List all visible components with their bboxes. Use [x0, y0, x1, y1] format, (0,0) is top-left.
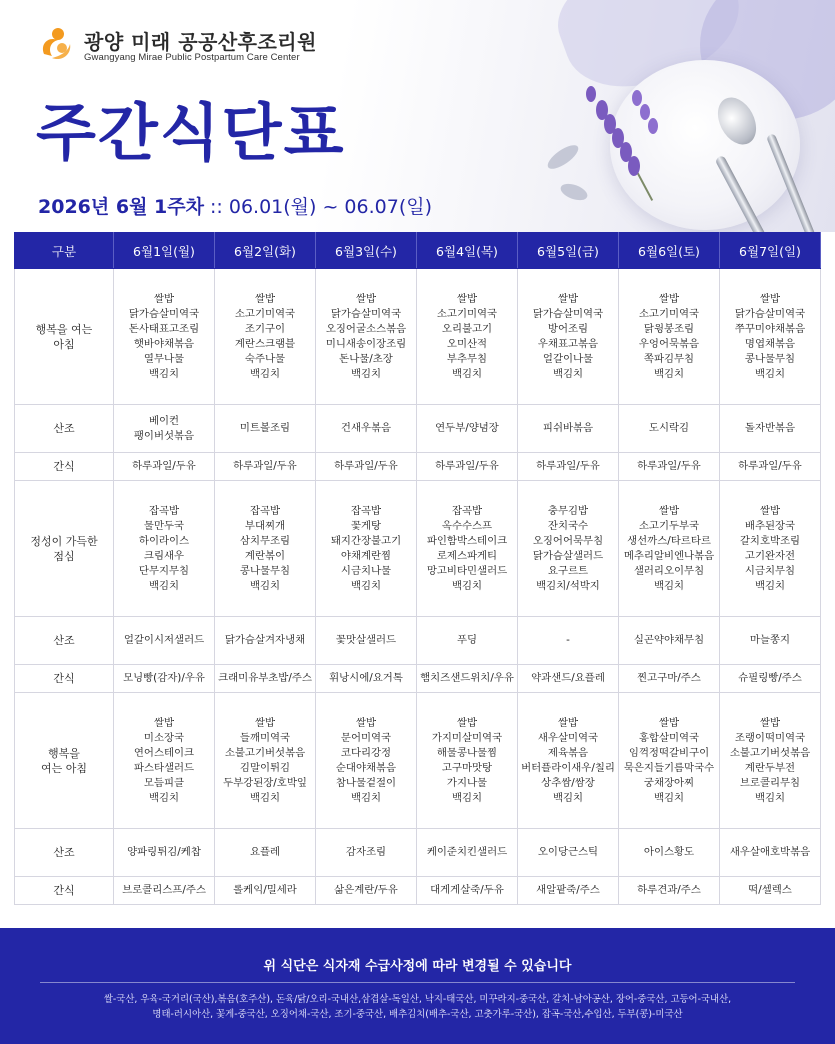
- menu-item: 쌀밥: [254, 292, 276, 305]
- menu-cell: [316, 269, 417, 405]
- menu-item: 두부강된장/호박잎: [223, 776, 307, 789]
- menu-item: 백김치: [350, 579, 382, 592]
- lavender-image: [628, 156, 640, 176]
- meal-label-line: 산조: [53, 846, 75, 859]
- menu-cell: [114, 617, 215, 665]
- menu-cell: [518, 693, 619, 829]
- menu-cell: [316, 405, 417, 453]
- menu-item: 돌자반볶음: [744, 422, 796, 434]
- menu-item: 백김치: [350, 367, 382, 380]
- menu-item: 궁채장아찌: [643, 776, 695, 789]
- menu-cell: [215, 481, 316, 617]
- menu-cell: [215, 405, 316, 453]
- menu-item: 순대야채볶음: [335, 761, 397, 774]
- menu-item: 백김치: [754, 367, 786, 380]
- menu-item: 고기완자전: [744, 549, 796, 562]
- lavender-image: [640, 104, 650, 120]
- menu-item: 김말이튀김: [239, 761, 291, 774]
- menu-item: 모듬피클: [143, 776, 185, 789]
- menu-item: 백김치: [552, 791, 584, 804]
- menu-item: 충무김밥: [547, 504, 589, 517]
- menu-item: 부대찌개: [244, 519, 286, 532]
- menu-item: 배추된장국: [744, 519, 796, 532]
- menu-item: 제육볶음: [547, 746, 589, 759]
- menu-cell: [619, 453, 720, 481]
- menu-cell: [316, 665, 417, 693]
- menu-cell: [417, 829, 518, 877]
- menu-cell: [114, 693, 215, 829]
- menu-item: 백김치: [148, 791, 180, 804]
- menu-item: 소고기미역국: [436, 307, 498, 320]
- menu-item: 옥수수스프: [441, 519, 493, 532]
- menu-item: 돈사태표고조림: [128, 322, 200, 335]
- menu-cell: [720, 693, 821, 829]
- menu-item: 샐러리오이무침: [633, 564, 705, 577]
- menu-item: 꽃맛살샐러드: [335, 634, 397, 646]
- menu-item: 백김치: [350, 791, 382, 804]
- menu-item: 시금치나물: [340, 564, 392, 577]
- menu-item: 하루견과/주스: [637, 884, 701, 896]
- meal-label: [15, 481, 114, 617]
- menu-item: 야채계란찜: [340, 549, 392, 562]
- menu-item: 모닝빵(감자)/우유: [123, 672, 205, 684]
- menu-cell: [518, 481, 619, 617]
- menu-item: 하루과일/두유: [637, 460, 701, 472]
- menu-cell: [619, 829, 720, 877]
- menu-item: 휘낭시에/요거톡: [329, 672, 403, 684]
- menu-item: 얼갈이나물: [542, 352, 594, 365]
- menu-item: 백김치: [249, 579, 281, 592]
- menu-item: 백김치: [653, 367, 685, 380]
- menu-cell: [114, 405, 215, 453]
- menu-item: 크래미유부초밥/주스: [218, 672, 312, 684]
- menu-item: 쌀밥: [153, 716, 175, 729]
- meal-label: [15, 405, 114, 453]
- menu-item: 쌀밥: [759, 716, 781, 729]
- menu-item: 닭가슴살겨자냉채: [224, 634, 306, 646]
- menu-cell: [518, 453, 619, 481]
- menu-item: 명엽채볶음: [744, 337, 796, 350]
- meal-label-line: 행복을: [48, 746, 80, 760]
- meal-label: [15, 829, 114, 877]
- menu-item: 백김치: [148, 367, 180, 380]
- menu-item: 감자조림: [345, 846, 387, 858]
- menu-item: 도시락김: [648, 422, 690, 434]
- lavender-image: [648, 118, 658, 134]
- menu-item: 버터플라이새우/칠리: [521, 761, 615, 774]
- menu-item: 연두부/양념장: [435, 422, 499, 434]
- menu-item: 갈치호박조림: [739, 534, 801, 547]
- menu-item: 요구르트: [547, 564, 589, 577]
- day-header: 6월6일(토): [619, 233, 720, 269]
- meal-label-line: 점심: [53, 549, 75, 563]
- menu-item: 새우살애호박볶음: [729, 846, 811, 858]
- meal-label-line: 아침: [53, 337, 75, 351]
- table-row: [15, 405, 821, 453]
- menu-item: 쌀밥: [456, 292, 478, 305]
- menu-table: [14, 232, 821, 905]
- menu-item: 아이스황도: [643, 846, 695, 858]
- menu-item: 피쉬바볶음: [542, 422, 594, 434]
- menu-item: 백김치: [249, 367, 281, 380]
- menu-item: 햄치즈샌드위치/우유: [420, 672, 514, 684]
- menu-item: 가지미살미역국: [431, 731, 503, 744]
- logo-icon: [36, 24, 78, 66]
- menu-item: 오리불고기: [441, 322, 493, 335]
- menu-cell: [215, 665, 316, 693]
- meal-label-line: 간식: [53, 884, 75, 897]
- menu-cell: [114, 481, 215, 617]
- meal-label: [15, 269, 114, 405]
- menu-cell: [720, 481, 821, 617]
- menu-item: 쌀밥: [658, 716, 680, 729]
- menu-item: 건새우볶음: [340, 422, 392, 434]
- menu-cell: [720, 405, 821, 453]
- menu-cell: [215, 617, 316, 665]
- lavender-image: [586, 86, 596, 102]
- menu-item: 미니새송이장조림: [325, 337, 407, 350]
- leaf-image: [544, 141, 582, 173]
- menu-item: 쌀밥: [355, 292, 377, 305]
- table-row: [15, 665, 821, 693]
- menu-item: 상추쌈/쌈장: [541, 776, 595, 789]
- menu-cell: [215, 453, 316, 481]
- menu-item: 백김치: [754, 791, 786, 804]
- meal-label-line: 여는 아침: [40, 761, 87, 775]
- menu-item: 닭가슴살미역국: [532, 307, 604, 320]
- menu-item: 케이준치킨샐러드: [426, 846, 508, 858]
- menu-cell: [619, 405, 720, 453]
- menu-cell: [215, 829, 316, 877]
- menu-item: 백김치: [451, 791, 483, 804]
- menu-item: 파스타샐러드: [133, 761, 195, 774]
- menu-cell: [720, 829, 821, 877]
- menu-item: 쌀밥: [759, 292, 781, 305]
- menu-cell: [619, 269, 720, 405]
- footer-divider: [40, 982, 795, 983]
- menu-cell: [417, 617, 518, 665]
- menu-cell: [720, 617, 821, 665]
- menu-item: 조랭이떡미역국: [734, 731, 806, 744]
- table-header-row: [15, 233, 821, 269]
- origin-info: [30, 992, 805, 1022]
- menu-item: 오징어굴소스볶음: [325, 322, 407, 335]
- menu-item: 쌀밥: [355, 716, 377, 729]
- menu-item: 가지나물: [446, 776, 488, 789]
- meal-label: [15, 453, 114, 481]
- menu-item: 푸딩: [456, 634, 478, 646]
- menu-item: 소불고기버섯볶음: [224, 746, 306, 759]
- menu-item: 쌀밥: [153, 292, 175, 305]
- menu-item: 잡곡밥: [249, 504, 281, 517]
- table-row: [15, 877, 821, 905]
- menu-item: 문어미역국: [340, 731, 392, 744]
- menu-item: 쌀밥: [658, 504, 680, 517]
- menu-cell: [619, 617, 720, 665]
- menu-item: 참나물겉절이: [335, 776, 397, 789]
- page-title: 주간식단표: [36, 96, 346, 169]
- menu-item: 백김치: [653, 791, 685, 804]
- menu-cell: [114, 453, 215, 481]
- menu-item: 롤케익/밀세라: [233, 884, 297, 896]
- menu-cell: [316, 693, 417, 829]
- leaf-image: [558, 181, 589, 204]
- menu-item: 백김치/석박지: [536, 579, 600, 592]
- menu-item: 계란두부전: [744, 761, 796, 774]
- menu-item: 잡곡밥: [350, 504, 382, 517]
- menu-cell: [720, 269, 821, 405]
- day-header: 6월2일(화): [215, 233, 316, 269]
- table-row: [15, 453, 821, 481]
- menu-item: 하루과일/두유: [435, 460, 499, 472]
- menu-item: 닭윙봉조림: [643, 322, 695, 335]
- menu-item: 닭가슴살미역국: [330, 307, 402, 320]
- day-header: 6월7일(일): [720, 233, 821, 269]
- menu-item: 하루과일/두유: [536, 460, 600, 472]
- menu-item: 우엉어묵볶음: [638, 337, 700, 350]
- table-row: [15, 693, 821, 829]
- menu-item: 잔치국수: [547, 519, 589, 532]
- menu-item: 소고기미역국: [638, 307, 700, 320]
- menu-item: 묵은지들기름막국수: [623, 761, 715, 774]
- menu-item: 돼지간장불고기: [330, 534, 402, 547]
- origin-line: 명태-러시아산, 꽃게-중국산, 오징어채-국산, 조기-중국산, 배추김치(배추-국산, 고춧가루-국산), 잡곡-국산,수입산, 두부(콩)-미국산: [152, 1009, 683, 1020]
- menu-cell: [114, 269, 215, 405]
- menu-item: 우채표고볶음: [537, 337, 599, 350]
- origin-line: 쌀-국산, 우육-국거리(국산),볶음(호주산), 돈육/닭/오리-국내산,삼겹살-독일산, 낙지-태국산, 미꾸라지-중국산, 갈치-남아공산, 장어-중국산, 고등어-국내산,: [103, 994, 732, 1005]
- week-range: :: 06.01(월) ~ 06.07(일): [203, 196, 432, 218]
- table-row: [15, 829, 821, 877]
- menu-item: 콩나물무침: [239, 564, 291, 577]
- menu-item: 연어스테이크: [133, 746, 195, 759]
- menu-item: 백김치: [451, 579, 483, 592]
- menu-cell: [417, 453, 518, 481]
- table-row: [15, 481, 821, 617]
- menu-cell: [417, 665, 518, 693]
- menu-item: 닭가슴살샐러드: [532, 549, 604, 562]
- menu-item: 홍합살미역국: [638, 731, 700, 744]
- meal-label-line: 산조: [53, 634, 75, 647]
- menu-item: 쌀밥: [759, 504, 781, 517]
- menu-item: 하이라이스: [138, 534, 190, 547]
- menu-item: 하루과일/두유: [233, 460, 297, 472]
- menu-item: 하루과일/두유: [334, 460, 398, 472]
- meal-label-line: 행복을 여는: [35, 322, 93, 336]
- menu-item: 닭가슴살미역국: [128, 307, 200, 320]
- meal-label-line: 간식: [53, 460, 75, 473]
- menu-item: 잡곡밥: [148, 504, 180, 517]
- menu-item: 방어조림: [547, 322, 589, 335]
- menu-item: 시금치무침: [744, 564, 796, 577]
- menu-item: 소불고기버섯볶음: [729, 746, 811, 759]
- week-label: 2026년 6월 1주차: [38, 196, 204, 218]
- menu-item: 쌀밥: [557, 716, 579, 729]
- table-row: [15, 617, 821, 665]
- header-cell: 구분: [15, 233, 114, 269]
- menu-item: 새우살미역국: [537, 731, 599, 744]
- menu-item: 쪽파김무침: [643, 352, 695, 365]
- menu-cell: [720, 453, 821, 481]
- meal-label-line: 산조: [53, 422, 75, 435]
- menu-item: 떡/셀렉스: [748, 884, 792, 896]
- menu-item: 크림새우: [143, 549, 185, 562]
- menu-cell: [417, 693, 518, 829]
- menu-item: 잡곡밥: [451, 504, 483, 517]
- menu-item: 브로콜리무침: [739, 776, 801, 789]
- menu-cell: [619, 877, 720, 905]
- menu-item: 오징어어묵무침: [532, 534, 604, 547]
- footer-notice: 위 식단은 식자재 수급사정에 따라 변경될 수 있습니다: [263, 959, 572, 974]
- menu-item: 마늘쫑지: [749, 634, 791, 646]
- brand-title: 광양 미래 공공산후조리원: [84, 30, 317, 54]
- menu-item: 브로콜리스프/주스: [122, 884, 206, 896]
- menu-item: 계란볶이: [244, 549, 286, 562]
- day-header: 6월3일(수): [316, 233, 417, 269]
- meal-label-line: 간식: [53, 672, 75, 685]
- day-header: 6월5일(금): [518, 233, 619, 269]
- menu-item: 해물콩나물찜: [436, 746, 498, 759]
- menu-cell: [215, 693, 316, 829]
- menu-item: 조기구이: [244, 322, 286, 335]
- menu-item: 단무지무침: [138, 564, 190, 577]
- menu-item: 약과샌드/요플레: [531, 672, 605, 684]
- menu-item: 백김치: [552, 367, 584, 380]
- menu-item: 팽이버섯볶음: [133, 429, 195, 442]
- menu-item: 물만두국: [143, 519, 185, 532]
- menu-item: 돈나물/초장: [339, 352, 393, 365]
- menu-item: 햇바야채볶음: [133, 337, 195, 350]
- table-row: [15, 269, 821, 405]
- menu-cell: [316, 481, 417, 617]
- menu-item: 미트볼조림: [239, 422, 291, 434]
- menu-item: 하루과일/두유: [132, 460, 196, 472]
- menu-item: 요플레: [249, 846, 281, 858]
- menu-item: 실곤약야채무침: [633, 634, 705, 646]
- menu-item: 삶은계란/두유: [334, 884, 398, 896]
- menu-item: 얼갈이시저샐러드: [123, 634, 205, 646]
- footer: [0, 928, 835, 1044]
- menu-item: 로제스파게티: [436, 549, 498, 562]
- meal-label-line: 정성이 가득한: [30, 534, 98, 548]
- menu-item: 백김치: [754, 579, 786, 592]
- menu-item: 대게게살죽/두유: [430, 884, 504, 896]
- menu-item: 고구마맛탕: [441, 761, 493, 774]
- meal-label: [15, 877, 114, 905]
- week-info: [38, 192, 432, 219]
- menu-cell: [619, 481, 720, 617]
- menu-item: 백김치: [148, 579, 180, 592]
- menu-item: 쌀밥: [456, 716, 478, 729]
- menu-cell: [114, 829, 215, 877]
- menu-cell: [518, 829, 619, 877]
- menu-item: 오이당근스틱: [537, 846, 599, 858]
- menu-cell: [619, 665, 720, 693]
- menu-cell: [720, 665, 821, 693]
- menu-cell: [316, 877, 417, 905]
- menu-cell: [720, 877, 821, 905]
- brand-subtitle: Gwangyang Mirae Public Postpartum Care Center: [84, 52, 300, 63]
- menu-cell: [215, 877, 316, 905]
- menu-cell: [114, 877, 215, 905]
- menu-item: 백김치: [653, 579, 685, 592]
- menu-cell: [518, 405, 619, 453]
- day-header: 6월1일(월): [114, 233, 215, 269]
- menu-item: 백김치: [451, 367, 483, 380]
- menu-item: 코다리강정: [340, 746, 392, 759]
- lavender-image: [632, 90, 642, 106]
- menu-item: 숙주나물: [244, 352, 286, 365]
- menu-item: 생선까스/타르타르: [627, 534, 711, 547]
- menu-item: 소고기두부국: [638, 519, 700, 532]
- menu-cell: [417, 405, 518, 453]
- menu-cell: [518, 617, 619, 665]
- menu-cell: [619, 693, 720, 829]
- menu-item: 찐고구마/주스: [637, 672, 701, 684]
- menu-item: 쌀밥: [254, 716, 276, 729]
- menu-item: 소고기미역국: [234, 307, 296, 320]
- menu-cell: [518, 665, 619, 693]
- day-header: 6월4일(목): [417, 233, 518, 269]
- menu-item: 파인함박스테이크: [426, 534, 508, 547]
- menu-item: 오미산적: [446, 337, 488, 350]
- menu-cell: [518, 877, 619, 905]
- meal-label: [15, 617, 114, 665]
- menu-cell: [114, 665, 215, 693]
- menu-cell: [518, 269, 619, 405]
- menu-item: 쭈꾸미야채볶음: [734, 322, 806, 335]
- menu-item: 쌀밥: [557, 292, 579, 305]
- menu-item: 새알팥죽/주스: [536, 884, 600, 896]
- menu-item: 임꺽정떡갈비구이: [628, 746, 710, 759]
- menu-item: 양파링튀김/케찹: [127, 846, 201, 858]
- menu-item: 하루과일/두유: [738, 460, 802, 472]
- menu-item: 망고비타민샐러드: [426, 564, 508, 577]
- menu-cell: [316, 829, 417, 877]
- menu-item: 들깨미역국: [239, 731, 291, 744]
- menu-item: 미소장국: [143, 731, 185, 744]
- menu-item: 백김치: [249, 791, 281, 804]
- menu-item: 메추리알비엔나볶음: [623, 549, 715, 562]
- meal-label: [15, 693, 114, 829]
- menu-item: 꽃게탕: [350, 519, 382, 532]
- menu-item: 닭가슴살미역국: [734, 307, 806, 320]
- menu-cell: [316, 617, 417, 665]
- menu-item: -: [566, 634, 570, 646]
- menu-item: 슈필링빵/주스: [738, 672, 802, 684]
- menu-item: 쌀밥: [658, 292, 680, 305]
- meal-label: [15, 665, 114, 693]
- menu-item: 삼치무조림: [239, 534, 291, 547]
- menu-cell: [215, 269, 316, 405]
- menu-cell: [417, 269, 518, 405]
- menu-item: 계란스크램블: [234, 337, 296, 350]
- menu-item: 베이컨: [148, 414, 180, 427]
- menu-cell: [417, 877, 518, 905]
- menu-item: 열무나물: [143, 352, 185, 365]
- menu-item: 부추무침: [446, 352, 488, 365]
- menu-cell: [417, 481, 518, 617]
- menu-cell: [316, 453, 417, 481]
- menu-item: 콩나물무침: [744, 352, 796, 365]
